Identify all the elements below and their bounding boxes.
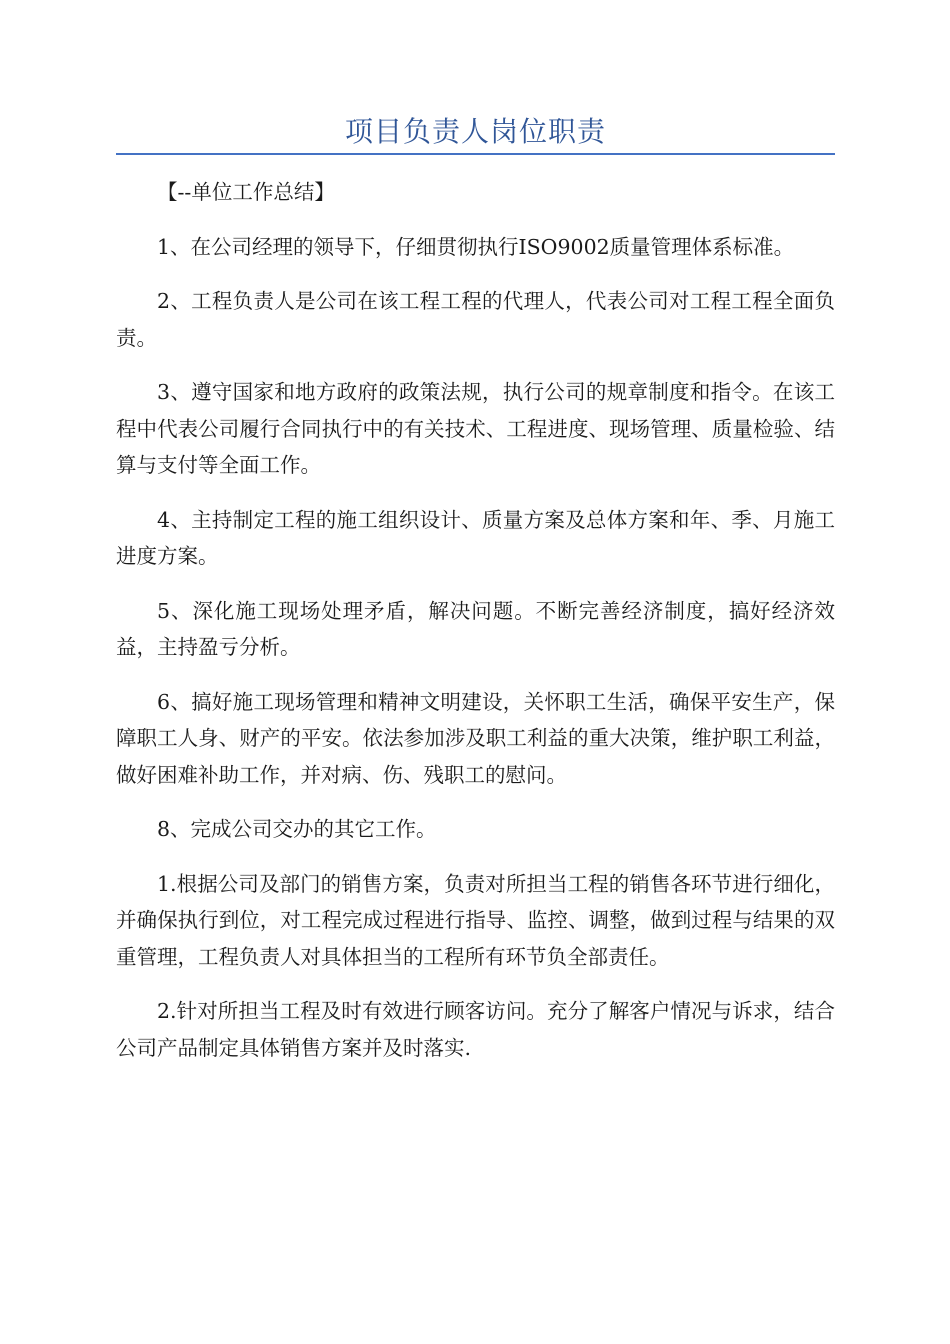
paragraph-source: 【--单位工作总结】 [157, 180, 335, 204]
document-title: 项目负责人岗位职责 [344, 115, 606, 148]
paragraph-1: 1、在公司经理的领导下，仔细贯彻执行ISO9002质量管理体系标准。 [157, 234, 795, 259]
paragraph-2: 2、工程负责人是公司在该工程工程的代理人，代表公司对工程工程全面负责。 [116, 289, 835, 350]
paragraph-4: 4、主持制定工程的施工组织设计、质量方案及总体方案和年、季、月施工进度方案。 [116, 507, 835, 568]
title-underline [116, 153, 835, 155]
paragraph-6: 6、搞好施工现场管理和精神文明建设，关怀职工生活，确保平安生产，保障职工人身、财产的平安。依法参加涉及职工利益的重大决策，维护职工利益，做好困难补助工作，并对病、伤、残职工的慰问。 [116, 689, 835, 787]
paragraph-3: 3、遵守国家和地方政府的政策法规，执行公司的规章制度和指令。在该工程中代表公司履行合同执行中的有关技术、工程进度、现场管理、质量检验、结算与支付等全面工作。 [116, 380, 835, 477]
paragraph-8: 8、完成公司交办的其它工作。 [157, 817, 437, 841]
paragraph-sales-1: 1.根据公司及部门的销售方案，负责对所担当工程的销售各环节进行细化，并确保执行到位，对工程完成过程进行指导、监控、调整，做到过程与结果的双重管理，工程负责人对具体担当的工程所有环节负全部责任。 [116, 871, 835, 969]
paragraph-5: 5、深化施工现场处理矛盾，解决问题。不断完善经济制度，搞好经济效益，主持盈亏分析。 [116, 598, 835, 659]
document-body [116, 174, 835, 1084]
paragraph-sales-2: 2.针对所担当工程及时有效进行顾客访问。充分了解客户情况与诉求，结合公司产品制定具体销售方案并及时落实. [116, 999, 835, 1060]
